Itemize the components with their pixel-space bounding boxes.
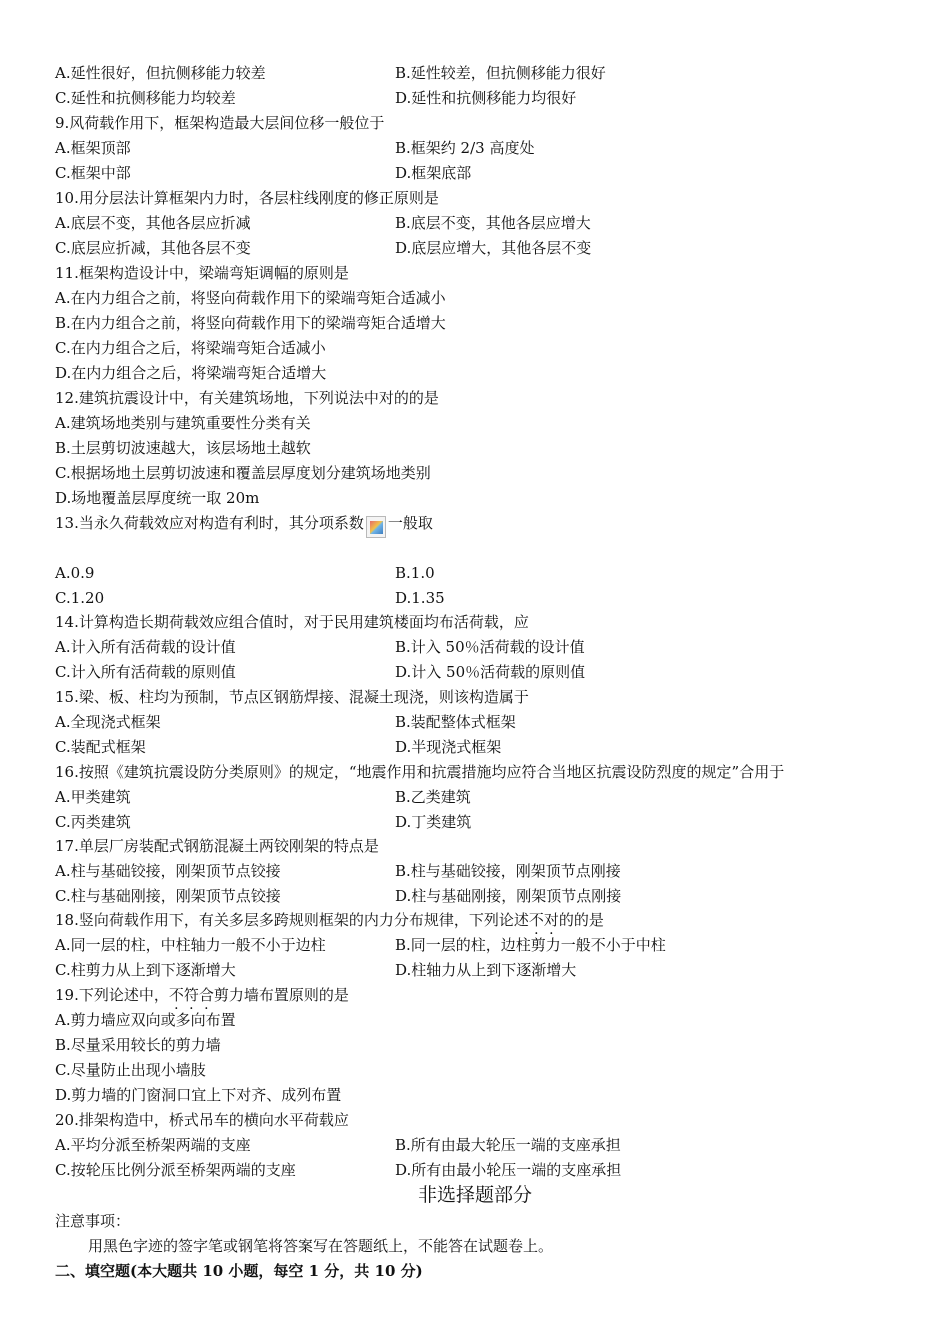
notice-label: 注意事项： (55, 1212, 131, 1230)
q18-emphasis-1: 不 (528, 911, 544, 929)
q12-stem: 12.建筑抗震设计中，有关建筑场地，下列说法中对的的是 (55, 389, 439, 407)
q20-option-c: C.按轮压比例分派至桥架两端的支座 (55, 1161, 296, 1179)
q14-option-b: B.计入 50％活荷载的设计值 (395, 638, 585, 656)
q10-option-b: B.底层不变，其他各层应增大 (395, 214, 591, 232)
q15-options-row-2 (55, 737, 915, 757)
q13-option-b: B.1.0 (395, 564, 435, 582)
q10-option-d: D.底层应增大，其他各层不变 (395, 239, 592, 257)
part-title: 非选择题部分 (417, 1184, 532, 1206)
q17-option-b: B.柱与基础铰接，刚架顶节点刚接 (395, 862, 621, 880)
q18-option-d: D.柱轴力从上到下逐渐增大 (395, 961, 577, 979)
q16-options-row-1 (55, 787, 915, 807)
q9-option-a: A.框架顶部 (55, 139, 131, 157)
q16-options-row-2 (55, 812, 915, 832)
q15-option-a: A.全现浇式框架 (55, 713, 161, 731)
q17-options-row-1 (55, 861, 915, 881)
q11-option-a: A.在内力组合之前，将竖向荷载作用下的梁端弯矩合适减小 (55, 289, 446, 307)
q18-option-a: A.同一层的柱，中柱轴力一般不小于边柱 (55, 936, 326, 954)
q11-option-d: D.在内力组合之后，将梁端弯矩合适增大 (55, 364, 327, 382)
q14-stem: 14.计算构造长期荷载效应组合值时，对于民用建筑楼面均布活荷载，应 (55, 613, 529, 631)
q9-option-d: D.框架底部 (395, 164, 472, 182)
q12-option-a: A.建筑场地类别与建筑重要性分类有关 (55, 414, 311, 432)
q19-stem-pre: 19.下列论述中， (55, 986, 169, 1004)
q16-option-c: C.丙类建筑 (55, 813, 131, 831)
q16-option-d: D.丁类建筑 (395, 813, 472, 831)
q15-option-c: C.装配式框架 (55, 738, 146, 756)
q16-option-b: B.乙类建筑 (395, 788, 471, 806)
q10-options-row-1 (55, 213, 915, 233)
q11-stem: 11.框架构造设计中，梁端弯矩调幅的原则是 (55, 264, 349, 282)
q19-emphasis-3: 合 (198, 986, 214, 1004)
q18-option-b: B.同一层的柱，边柱剪力一般不小于中柱 (395, 936, 666, 954)
q14-option-a: A.计入所有活荷载的设计值 (55, 638, 236, 656)
q15-option-d: D.半现浇式框架 (395, 738, 502, 756)
q16-option-a: A.甲类建筑 (55, 788, 131, 806)
q10-option-a: A.底层不变，其他各层应折减 (55, 214, 251, 232)
q19-emphasis-1: 不 (168, 986, 184, 1004)
q11-option-b: B.在内力组合之前，将竖向荷载作用下的梁端弯矩合适增大 (55, 314, 446, 332)
q17-stem: 17.单层厂房装配式钢筋混凝土两铰刚架的特点是 (55, 837, 379, 855)
q10-stem: 10.用分层法计算框架内力时，各层柱线刚度的修正原则是 (55, 189, 439, 207)
q19-option-b: B.尽量采用较长的剪力墙 (55, 1036, 221, 1054)
q13-option-a: A.0.9 (55, 564, 95, 582)
q20-options-row-2 (55, 1160, 915, 1180)
q18-emphasis-2: 对 (543, 911, 559, 929)
q14-options-row-1 (55, 637, 915, 657)
q19-stem (55, 985, 349, 1005)
q8-options-row-2 (55, 88, 915, 108)
q19-option-c: C.尽量防止出现小墙肢 (55, 1061, 206, 1079)
q17-option-a: A.柱与基础铰接，刚架顶节点铰接 (55, 862, 281, 880)
q13-stem-pre: 13.当永久荷载效应对构造有利时，其分项系数 (55, 514, 364, 532)
q13-options-row-2 (55, 588, 915, 608)
q19-option-a: A.剪力墙应双向或多向布置 (55, 1011, 236, 1029)
q8-option-a: A.延性很好，但抗侧移能力较差 (55, 64, 266, 82)
q18-options-row-2 (55, 960, 915, 980)
q13-stem (55, 513, 433, 533)
q20-option-b: B.所有由最大轮压一端的支座承担 (395, 1136, 621, 1154)
q12-option-c: C.根据场地土层剪切波速和覆盖层厚度划分建筑场地类别 (55, 464, 431, 482)
q19-option-d: D.剪力墙的门窗洞口宜上下对齐、成列布置 (55, 1086, 342, 1104)
q20-option-d: D.所有由最小轮压一端的支座承担 (395, 1161, 622, 1179)
q10-option-c: C.底层应折减，其他各层不变 (55, 239, 251, 257)
q12-option-b: B.土层剪切波速越大，该层场地土越软 (55, 439, 311, 457)
q15-option-b: B.装配整体式框架 (395, 713, 516, 731)
section-heading: 二、填空题(本大题共 10 小题，每空 1 分，共 10 分) (55, 1262, 423, 1280)
q9-stem: 9.风荷载作用下，框架构造最大层间位移一般位于 (55, 114, 385, 132)
q15-options-row-1 (55, 712, 915, 732)
q8-options-row-1 (55, 63, 915, 83)
q14-option-d: D.计入 50％活荷载的原则值 (395, 663, 586, 681)
q10-options-row-2 (55, 238, 915, 258)
q13-option-c: C.1.20 (55, 589, 105, 607)
q13-option-d: D.1.35 (395, 589, 445, 607)
q17-options-row-2 (55, 886, 915, 906)
q19-emphasis-2: 符 (183, 986, 199, 1004)
q9-options-row-1 (55, 138, 915, 158)
q20-option-a: A.平均分派至桥架两端的支座 (55, 1136, 251, 1154)
q12-option-d: D.场地覆盖层厚度统一取 20m (55, 489, 260, 507)
q14-option-c: C.计入所有活荷载的原则值 (55, 663, 236, 681)
q8-option-b: B.延性较差，但抗侧移能力很好 (395, 64, 606, 82)
q18-stem-post: 的的是 (558, 911, 604, 929)
q15-stem: 15.梁、板、柱均为预制，节点区钢筋焊接、混凝土现浇，则该构造属于 (55, 688, 529, 706)
q9-option-c: C.框架中部 (55, 164, 131, 182)
q18-stem-pre: 18.竖向荷载作用下，有关多层多跨规则框架的内力分布规律，下列论述 (55, 911, 529, 929)
q18-stem (55, 910, 604, 930)
q19-stem-post: 剪力墙布置原则的是 (213, 986, 349, 1004)
q20-options-row-1 (55, 1135, 915, 1155)
q17-option-d: D.柱与基础刚接，刚架顶节点刚接 (395, 887, 622, 905)
q11-option-c: C.在内力组合之后，将梁端弯矩合适减小 (55, 339, 326, 357)
q18-options-row-1 (55, 935, 915, 955)
q13-stem-post: 一般取 (387, 514, 433, 532)
q14-options-row-2 (55, 662, 915, 682)
q9-option-b: B.框架约 2/3 高度处 (395, 139, 535, 157)
q16-stem: 16.按照《建筑抗震设防分类原则》的规定，“地震作用和抗震措施均应符合当地区抗震设防烈度的规定”合用于 (55, 763, 785, 781)
q18-option-c: C.柱剪力从上到下逐渐增大 (55, 961, 236, 979)
formula-image-icon (366, 516, 386, 538)
notice-text: 用黑色字迹的签字笔或钢笔将答案写在答题纸上，不能答在试题卷上。 (88, 1237, 554, 1255)
q9-options-row-2 (55, 163, 915, 183)
q8-option-d: D.延性和抗侧移能力均很好 (395, 89, 577, 107)
q20-stem: 20.排架构造中，桥式吊车的横向水平荷载应 (55, 1111, 349, 1129)
q8-option-c: C.延性和抗侧移能力均较差 (55, 89, 236, 107)
q17-option-c: C.柱与基础刚接，刚架顶节点铰接 (55, 887, 281, 905)
q13-options-row-1 (55, 563, 915, 583)
